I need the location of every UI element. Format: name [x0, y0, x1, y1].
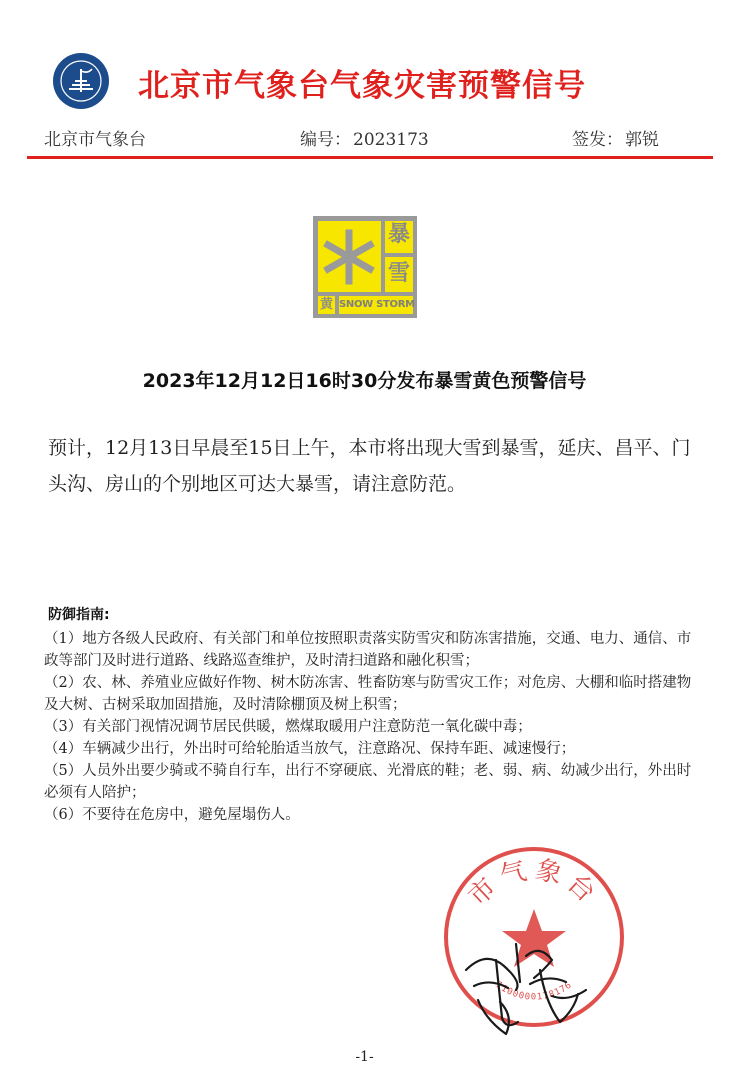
- svg-text:1100000178176: 1100000178176: [493, 980, 575, 1003]
- defense-item: （1）地方各级人民政府、有关部门和单位按照职责落实防雪灾和防冻害措施，交通、电力、通信、市政等部门及时进行道路、线路巡查维护，及时清扫道路和融化积雪；: [44, 631, 692, 669]
- issuing-organization: 北京市气象台: [44, 130, 146, 150]
- issuer: [572, 125, 659, 150]
- document-number-value: 2023173: [353, 130, 429, 150]
- issuer-value: 郭锐: [625, 130, 659, 150]
- defense-item: （6）不要待在危房中，避免屋塌伤人。: [44, 807, 300, 823]
- badge-char-bao: 暴: [387, 222, 410, 247]
- badge-english-label: SNOW STORM: [339, 299, 415, 310]
- handwritten-signature-icon: [456, 930, 596, 1042]
- defense-guide-list: [44, 628, 704, 826]
- snowstorm-yellow-warning-badge: [313, 216, 417, 318]
- snowflake-icon: [323, 228, 375, 286]
- document-number-label: 编号：: [300, 130, 351, 150]
- svg-text:市气象台: 市气象台: [462, 854, 606, 913]
- defense-item: （5）人员外出要少骑或不骑自行车，出行不穿硬底、光滑底的鞋；老、弱、病、幼减少出行，外出时必须有人陪护；: [44, 763, 692, 801]
- page-number: -1-: [355, 1049, 374, 1065]
- badge-level: 黄: [319, 297, 333, 312]
- defense-item: （2）农、林、养殖业应做好作物、树木防冻害、牲畜防寒与防雪灾工作；对危房、大棚和临时搭建物及大树、古树采取加固措施，及时清除棚顶及树上积雪；: [44, 675, 692, 713]
- defense-item: （4）车辆减少出行，外出时可给轮胎适当放气，注意路况、保持车距、减速慢行；: [44, 741, 576, 757]
- document-number: [300, 125, 429, 150]
- forecast-paragraph: 预计，12月13日早晨至15日上午，本市将出现大雪到暴雪，延庆、昌平、门头沟、房山的个别地区可达大暴雪，请注意防范。: [48, 437, 691, 495]
- bmc-logo-icon: [52, 52, 110, 110]
- defense-item: （3）有关部门视情况调节居民供暖，燃煤取暖用户注意防范一氧化碳中毒；: [44, 719, 532, 735]
- issuer-label: 签发：: [572, 130, 623, 150]
- page-title: 北京市气象台气象灾害预警信号: [138, 68, 586, 104]
- header-divider: [27, 156, 713, 159]
- badge-char-xue: 雪: [387, 261, 410, 286]
- defense-guide-heading: 防御指南:: [48, 607, 110, 623]
- document-title: 2023年12月12日16时30分发布暴雪黄色预警信号: [142, 370, 587, 392]
